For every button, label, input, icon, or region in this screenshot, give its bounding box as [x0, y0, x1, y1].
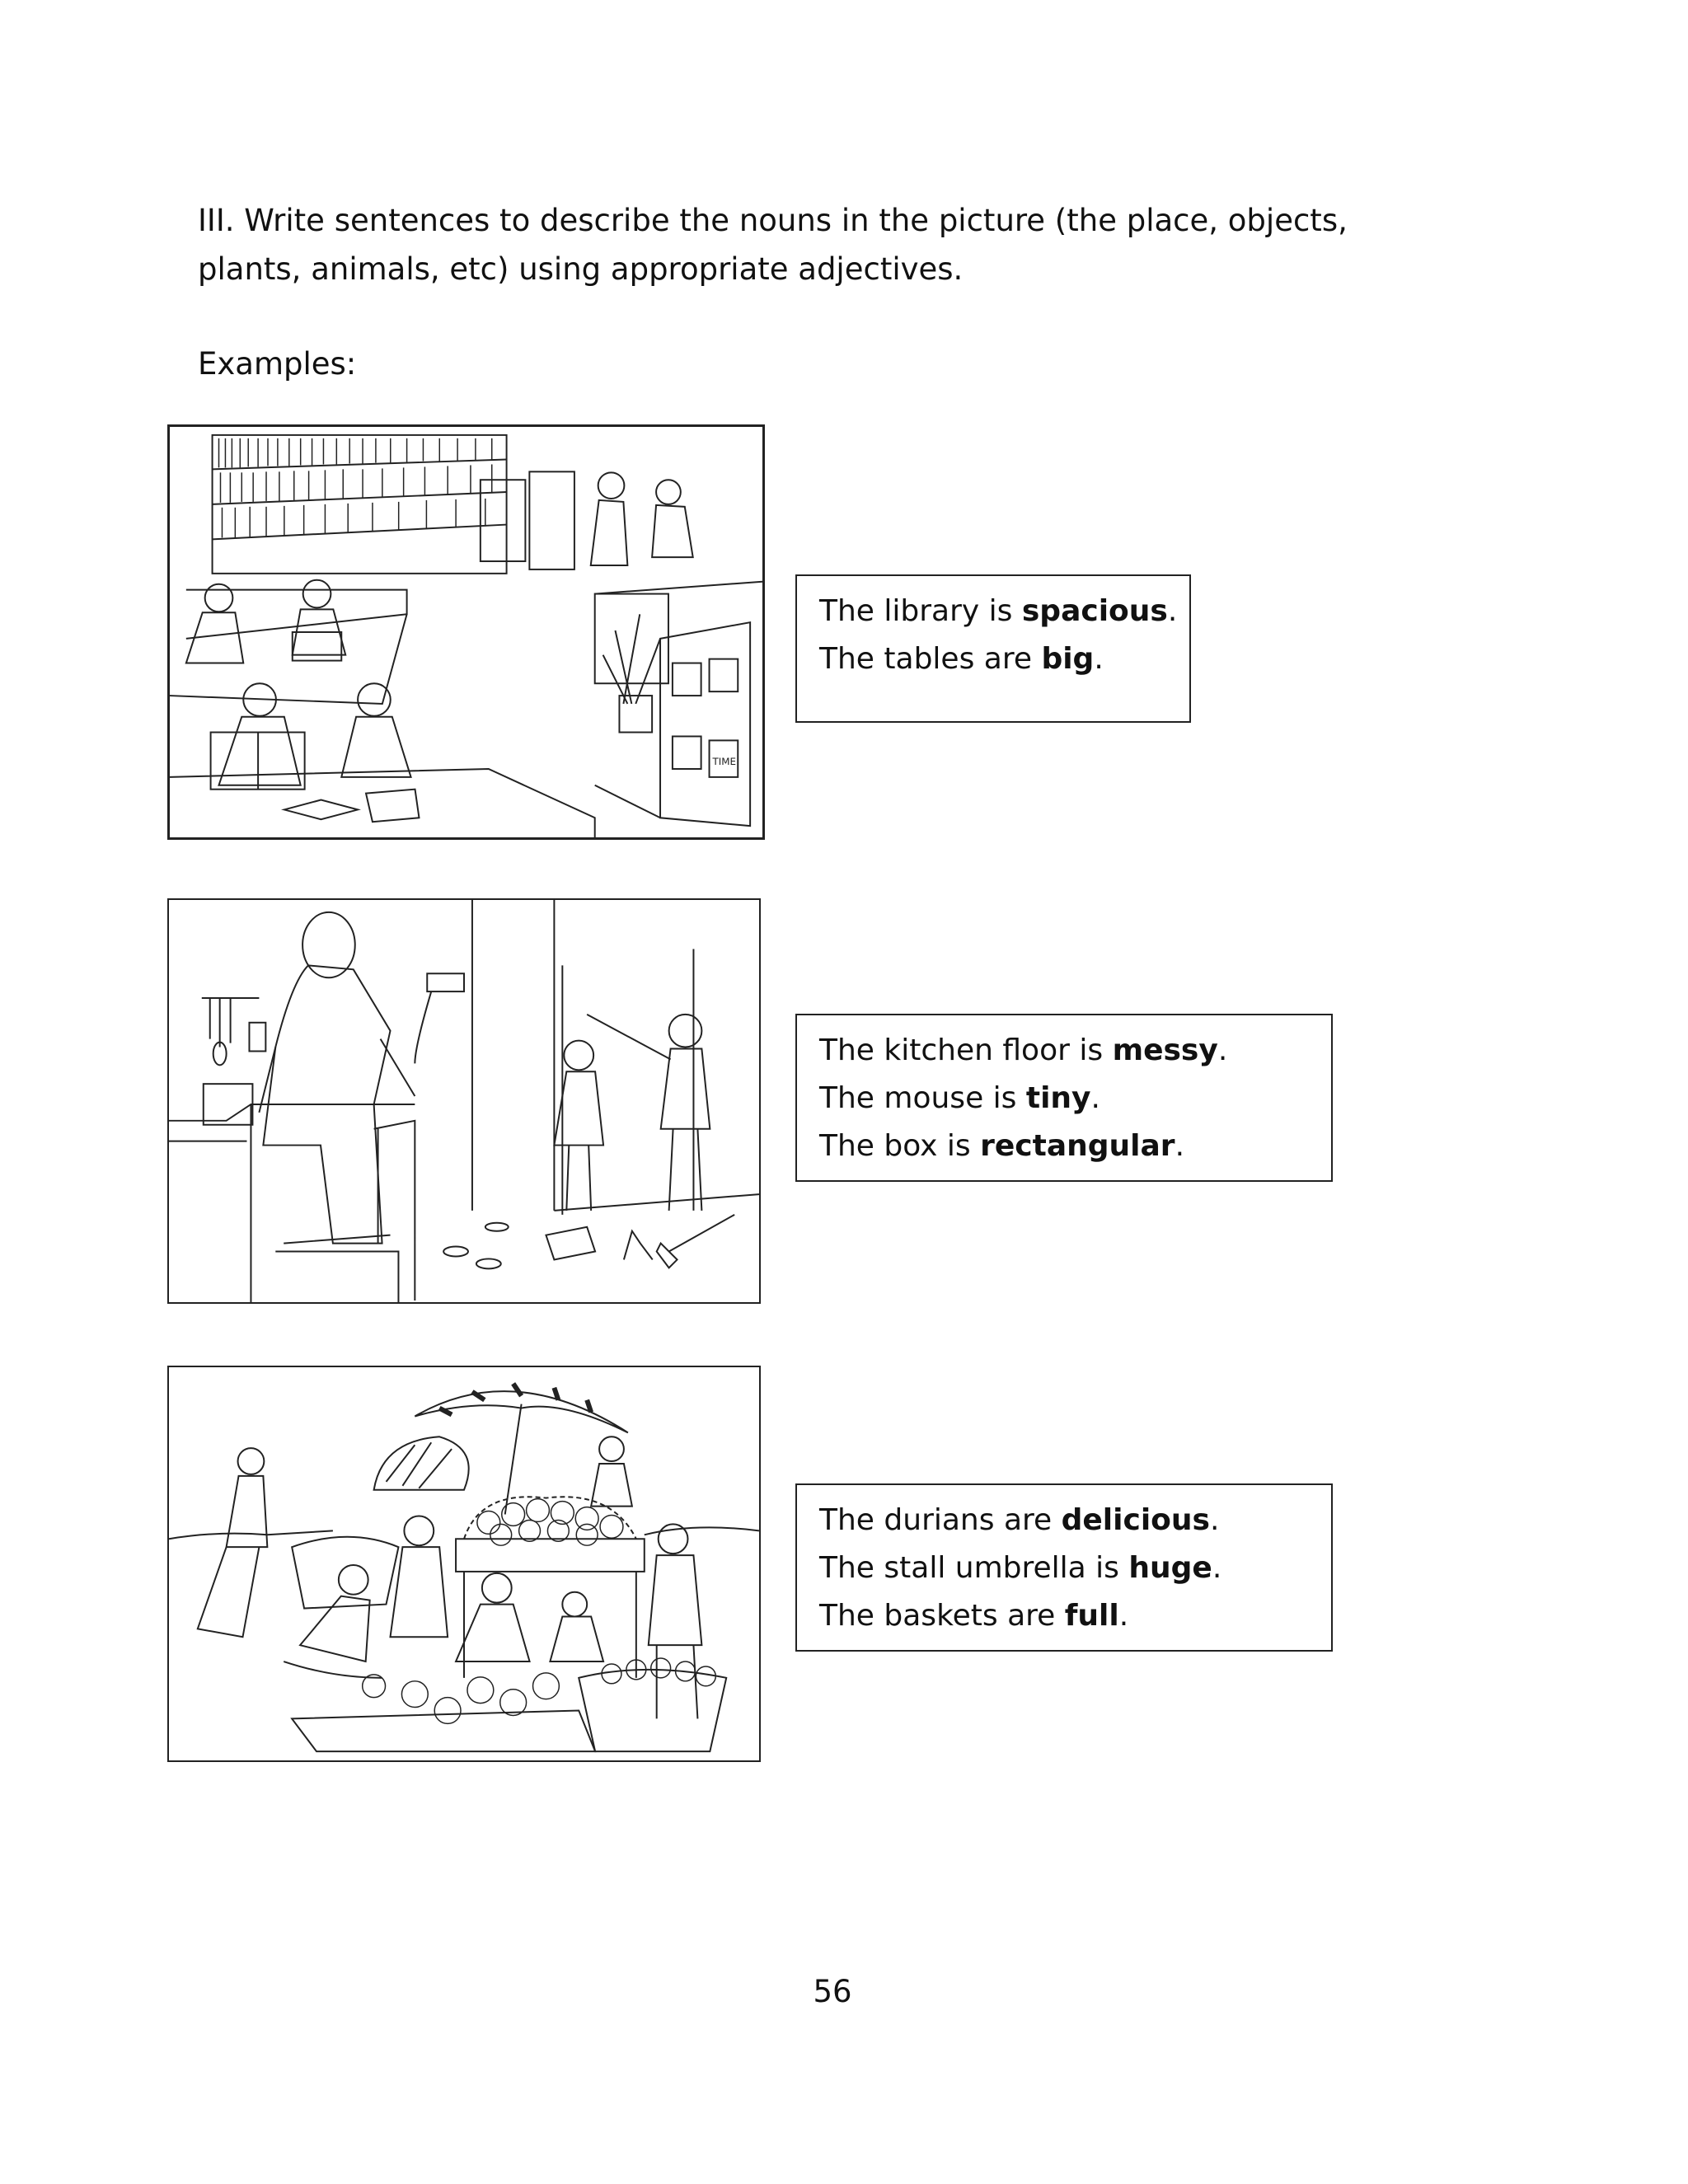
sentence-1: The kitchen floor is messy. — [819, 1033, 1228, 1067]
adjective: tiny — [1025, 1081, 1091, 1115]
sentence-1: The library is spacious. — [819, 594, 1178, 628]
examples-label: Examples: — [198, 346, 357, 382]
example-sentences-kitchen — [795, 1014, 1333, 1182]
kitchen-illustration — [167, 898, 761, 1304]
sentence-3: The baskets are full. — [819, 1599, 1129, 1633]
sentence-3: The box is rectangular. — [819, 1129, 1185, 1163]
library-illustration — [167, 424, 765, 840]
page-number: 56 — [813, 1974, 852, 2009]
sentence-2: The tables are big. — [819, 642, 1104, 676]
durian-market-illustration — [167, 1366, 761, 1762]
sentence-2: The mouse is tiny. — [819, 1081, 1100, 1115]
adjective: big — [1041, 642, 1095, 676]
adjective: rectangular — [980, 1129, 1175, 1163]
example-sentences-market — [795, 1483, 1333, 1652]
adjective: spacious — [1021, 594, 1168, 628]
exercise-instruction: III. Write sentences to describe the nouns in the picture (the place, objects, plants, animals, etc) using appropriate adjectives. — [198, 203, 1348, 287]
sentence-1: The durians are delicious. — [819, 1503, 1220, 1537]
adjective: full — [1064, 1599, 1119, 1633]
example-sentences-library — [795, 574, 1191, 723]
sentence-2: The stall umbrella is huge. — [819, 1551, 1222, 1585]
adjective: huge — [1128, 1551, 1212, 1585]
adjective: delicious — [1061, 1503, 1210, 1537]
time-sign-label: TIME — [712, 756, 737, 768]
adjective: messy — [1112, 1033, 1218, 1067]
